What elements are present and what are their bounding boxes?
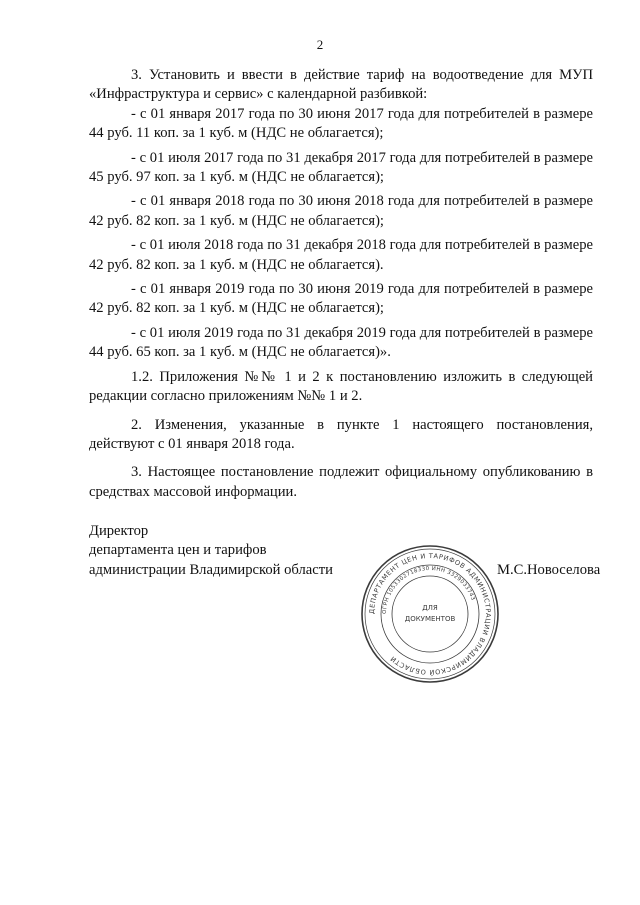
- seal-graphic: [358, 542, 502, 686]
- tariff-item: - с 01 января 2019 года по 30 июня 2019 года для потребителей в размере 42 руб. 82 коп. за 1 куб. м (НДС не облагается);: [89, 281, 593, 317]
- signer-department: департамента цен и тарифов: [89, 542, 267, 559]
- signer-position: Директор: [89, 523, 149, 539]
- tariff-items-list: [89, 105, 593, 363]
- official-seal: [358, 542, 502, 686]
- seal-ring-text: ДЕПАРТАМЕНТ ЦЕН И ТАРИФОВ АДМИНИСТРАЦИИ ВЛАДИМИРСКОЙ ОБЛАСТИ: [367, 551, 493, 677]
- seal-center-line1: ДЛЯ: [422, 604, 438, 612]
- tariff-item: - с 01 января 2018 года по 30 июня 2018 года для потребителей в размере 42 руб. 82 коп. за 1 куб. м (НДС не облагается);: [89, 193, 593, 229]
- clause-1-2-paragraph: 1.2. Приложения №№ 1 и 2 к постановлению изложить в следующей редакции согласно приложениям №№ 1 и 2.: [89, 368, 593, 405]
- signature-block: [89, 522, 333, 580]
- tariff-item: - с 01 января 2017 года по 30 июня 2017 года для потребителей в размере 44 руб. 11 коп. за 1 куб. м (НДС не облагается);: [89, 105, 593, 142]
- seal-inner-ring-text: ОГРН 1053302718330 ИНН 3329033743: [381, 565, 476, 615]
- page-number: 2: [316, 37, 324, 52]
- document-body: [89, 66, 593, 502]
- clause-2-paragraph: 2. Изменения, указанные в пункте 1 настоящего постановления, действуют с 01 января 2018 года.: [89, 416, 593, 452]
- tariff-item: - с 01 июля 2018 года по 31 декабря 2018 года для потребителей в размере 42 руб. 82 коп. за 1 куб. м (НДС не облагается).: [89, 237, 593, 273]
- seal-center-line2: ДОКУМЕНТОВ: [404, 615, 456, 623]
- signer-administration: администрации Владимирской области: [89, 561, 333, 578]
- signer-name: М.С.Новоселова: [497, 562, 601, 578]
- tariff-item: - с 01 июля 2019 года по 31 декабря 2019 года для потребителей в размере 44 руб. 65 коп. за 1 куб. м (НДС не облагается)».: [89, 324, 593, 361]
- tariff-intro-paragraph: 3. Установить и ввести в действие тариф на водоотведение для МУП «Инфраструктура и сервис» с календарной разбивкой:: [89, 67, 593, 103]
- tariff-item: - с 01 июля 2017 года по 31 декабря 2017 года для потребителей в размере 45 руб. 97 коп. за 1 куб. м (НДС не облагается);: [89, 149, 593, 186]
- clause-3-paragraph: 3. Настоящее постановление подлежит официальному опубликованию в средствах массовой информации.: [89, 464, 593, 500]
